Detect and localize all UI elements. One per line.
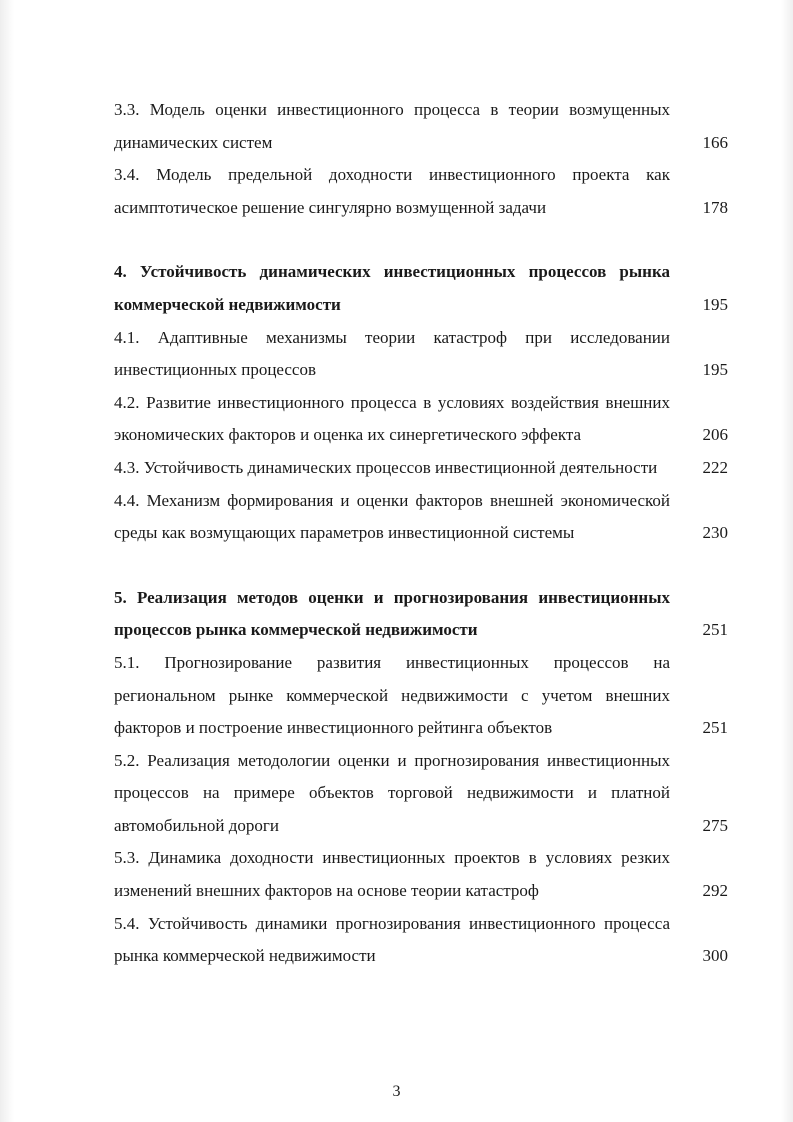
toc-entry-title: 3.4. Модель предельной доходности инвестиционного проекта как асимптотическое решение сингулярно возмущенной задачи [114,165,670,217]
toc-entry-page: 222 [702,457,728,477]
toc-entry-page: 230 [702,523,728,543]
toc-entry-5-1 [114,647,728,745]
toc-entry-5-3 [114,842,728,907]
toc-entry-page: 251 [702,718,728,738]
toc-entry-title: 4.3. Устойчивость динамических процессов инвестиционной деятельности [114,457,658,477]
toc-entry-title: 5.3. Динамика доходности инвестиционных проектов в условиях резких изменений внешних факторов на основе теории катастроф [114,848,670,901]
page-left-edge-shadow [0,0,14,1122]
toc-entry-chapter-4 [114,256,728,321]
toc-chapter-title: 5. Реализация методов оценки и прогнозирования инвестиционных процессов рынка коммерческой недвижимости [114,587,670,640]
toc-entry-3-4 [114,159,728,224]
toc-entry-title: 5.2. Реализация методологии оценки и прогнозирования инвестиционных процессов на примере объектов торговой недвижимости и платной автомобильной дороги [114,750,670,835]
toc-entry-page: 300 [702,946,728,966]
toc-entry-title: 5.1. Прогнозирование развития инвестиционных процессов на региональном рынке коммерческой недвижимости с учетом внешних факторов и построение инвестиционного рейтинга объектов [114,652,670,738]
table-of-contents [114,94,728,973]
toc-entry-5-4 [114,908,728,973]
toc-entry-page: 195 [702,360,728,380]
toc-entry-page: 275 [702,815,728,835]
toc-entry-page: 206 [702,425,728,445]
toc-entry-5-2 [114,745,728,843]
toc-entry-page: 292 [702,881,728,901]
toc-entry-3-3 [114,94,728,159]
toc-entry-4-4 [114,485,728,550]
toc-entry-page: 166 [702,132,728,152]
toc-entry-title: 4.4. Механизм формирования и оценки факторов внешней экономической среды как возмущающих параметров инвестиционной системы [114,490,670,543]
toc-entry-title: 5.4. Устойчивость динамики прогнозирования инвестиционного процесса рынка коммерческой недвижимости [114,913,670,966]
toc-entry-title: 4.2. Развитие инвестиционного процесса в условиях воздействия внешних экономических факторов и оценка их синергетического эффекта [114,392,670,445]
toc-entry-page: 195 [702,294,728,314]
section-gap [114,550,728,582]
toc-entry-4-1 [114,322,728,387]
toc-entry-title: 3.3. Модель оценки инвестиционного процесса в теории возмущенных динамических систем [114,100,670,152]
page-right-edge-shadow [781,0,793,1122]
toc-entry-title: 4.1. Адаптивные механизмы теории катастроф при исследовании инвестиционных процессов [114,327,670,380]
page-number: 3 [392,1083,401,1100]
toc-chapter-title: 4. Устойчивость динамических инвестиционных процессов рынка коммерческой недвижимости [114,262,670,314]
toc-entry-page: 251 [702,620,728,640]
toc-entry-page: 178 [702,197,728,217]
toc-entry-chapter-5 [114,582,728,647]
section-gap [114,224,728,256]
toc-entry-4-3 [114,452,728,485]
toc-entry-4-2 [114,387,728,452]
